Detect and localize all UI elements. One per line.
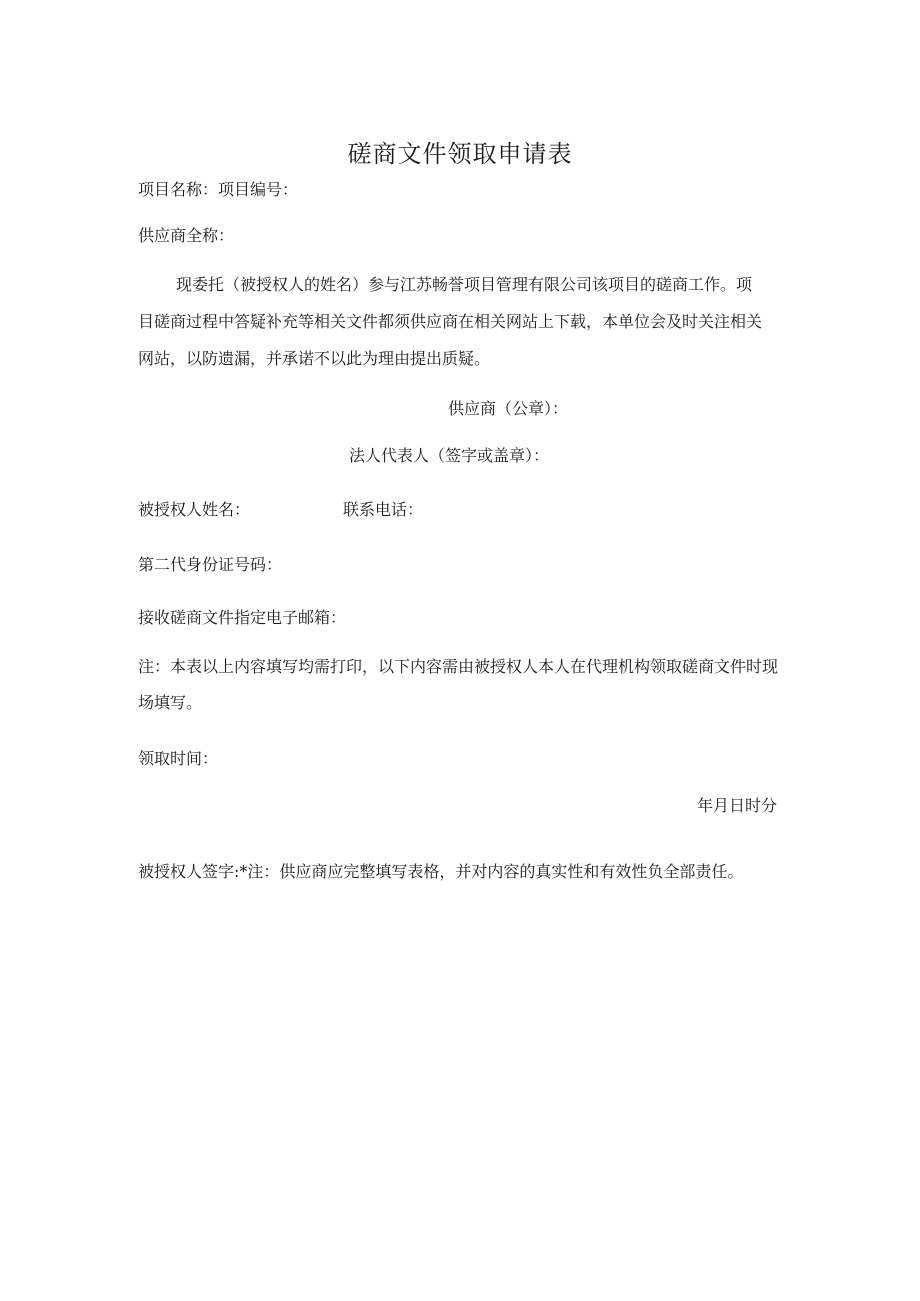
print-note: 注：本表以上内容填写均需打印，以下内容需由被授权人本人在代理机构领取磋商文件时现场填写。	[138, 657, 779, 712]
legal-representative-label: 法人代表人（签字或盖章）：	[349, 446, 550, 465]
contact-phone-label: 联系电话：	[343, 500, 424, 519]
email-label: 接收磋商文件指定电子邮箱：	[138, 608, 347, 627]
receive-time-label: 领取时间：	[138, 749, 219, 768]
supplier-full-name-label: 供应商全称：	[138, 226, 235, 245]
document-title: 磋商文件领取申请表	[347, 140, 573, 168]
signature-and-responsibility-note: 被授权人签字:*注：供应商应完整填写表格，并对内容的真实性和有效性负全部责任。	[138, 862, 744, 881]
supplier-seal-label: 供应商（公章）：	[448, 399, 569, 418]
project-name-number-line: 项目名称：项目编号：	[138, 180, 299, 199]
id-number-label: 第二代身份证号码：	[138, 555, 283, 574]
authorized-person-name-label: 被授权人姓名：	[138, 500, 251, 519]
authorization-paragraph-rest: 项目磋商过程中答疑补充等相关文件都须供应商在相关网站上下载，本单位会及时关注相关网站，以防遗漏，并承诺不以此为理由提出质疑。	[138, 275, 763, 368]
datetime-units: 年月日时分	[697, 796, 778, 815]
authorization-paragraph-first: 现委托（被授权人的姓名）参与江苏畅誉项目管理有限公司该项目的磋商工作。	[176, 275, 737, 294]
authorization-paragraph	[138, 266, 768, 377]
